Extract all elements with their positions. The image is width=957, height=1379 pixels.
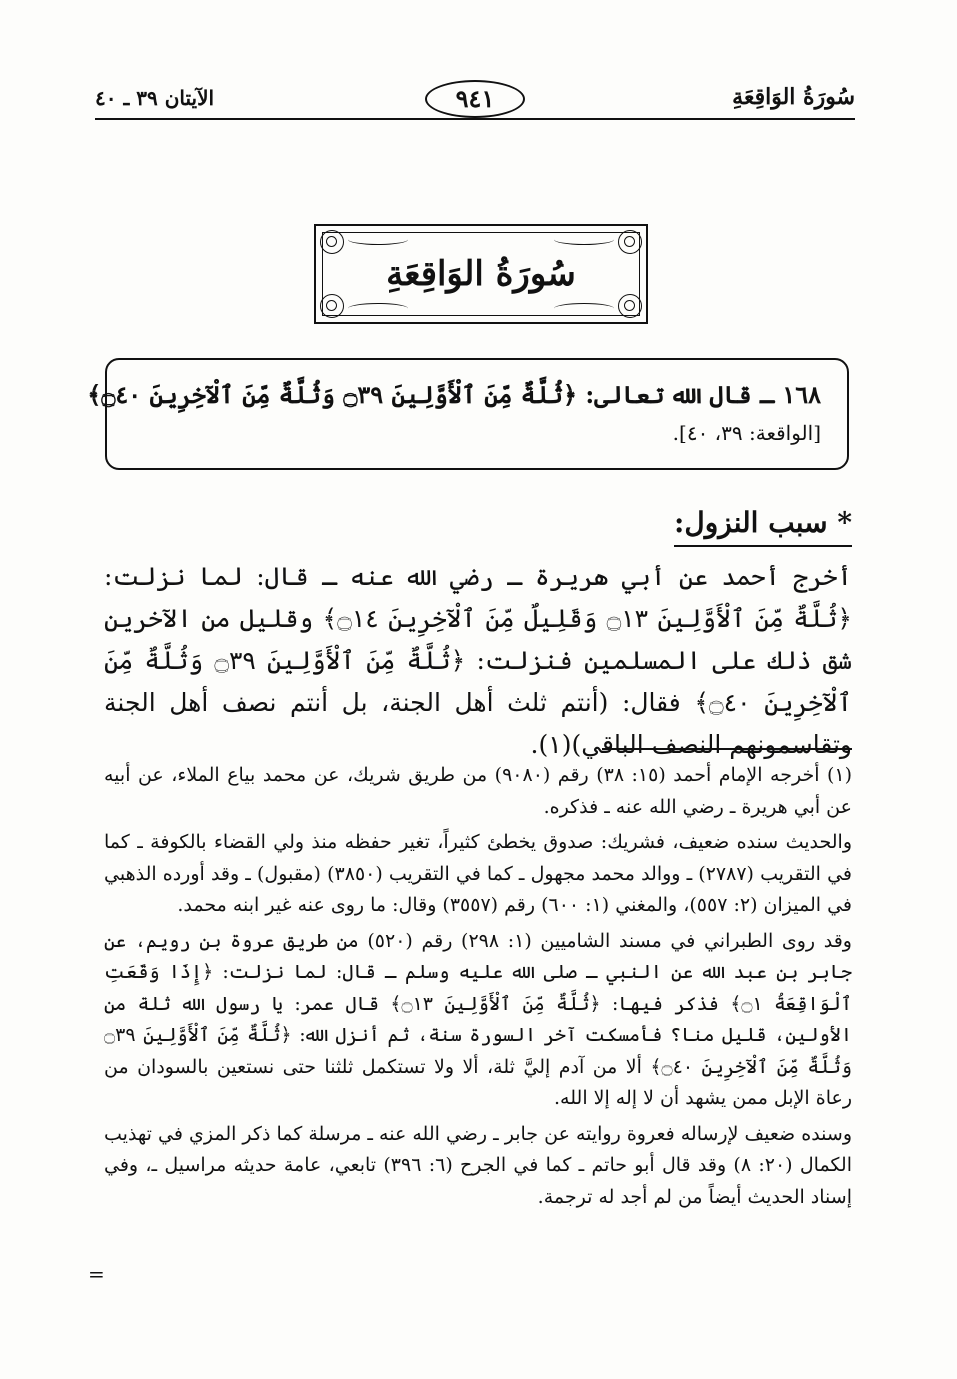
section-title: * سبب النزول:: [674, 506, 852, 547]
surah-title-frame: [314, 224, 648, 324]
scroll-ornament-icon: [554, 234, 614, 245]
surah-title: سُورَةُ الوَاقِعَةِ: [322, 232, 640, 316]
header-surah-name: سُورَةُ الوَاقِعَةِ: [732, 84, 855, 110]
footnote-paragraph: وسنده ضعيف لإرساله فعروة روايته عن جابر ـ رضي الله عنه ـ مرسلة كما ذكر المزي في تهذيب الكمال (٢٠: ٨) وقد قال أبو حاتم ـ كما في الجرح (٦: ٣٩٦) تابعي، عامة حديثه مراسيل ـ، وفي إسناد الحديث أيضاً من لم أجد له ترجمة.: [104, 1122, 852, 1208]
corner-ornament-icon: [618, 230, 642, 254]
scroll-ornament-icon: [348, 234, 408, 245]
corner-ornament-icon: [320, 230, 344, 254]
body-paragraph: أخرج أحمد عن أبي هريرة ـ رضي الله عنه ـ قال: لما نزلت: ﴿ثُلَّةٌ مِّنَ ٱلْأَوَّلِينَ ۝١٣ وَقَلِيلٌ مِّنَ ٱلْآخِرِينَ ۝١٤﴾ وقليل من الآخرين شق ذلك على المسلمين فنزلت: ﴿ثُلَّةٌ مِّنَ ٱلْأَوَّلِينَ ۝٣٩ وَثُلَّةٌ مِّنَ ٱلْآخِرِينَ ۝٤٠﴾ فقال: (أنتم ثلث أهل الجنة، بل أنتم نصف أهل الجنة وتقاسمونهم النصف الباقي)(١).: [104, 562, 853, 759]
verse-text: ١٦٨ ـ قال الله تعالى: ﴿ثُلَّةٌ مِّنَ ٱلْأَوَّلِينَ ۝٣٩ وَثُلَّةٌ مِّنَ ٱلْآخِرِينَ ۝٤٠﴾: [87, 380, 821, 409]
scroll-ornament-icon: [348, 303, 408, 314]
body-text: [104, 556, 852, 766]
continuation-mark: =: [88, 1262, 105, 1286]
footnote-paragraph: والحديث سنده ضعيف، فشريك: صدوق يخطئ كثيراً، تغير حفظه منذ ولي القضاء بالكوفة ـ كما في التقريب (٢٧٨٧) ـ ووالد محمد مجهول ـ كما في التقريب (٣٨٥٠) (مقبول) ـ وقد أورده الذهبي في الميزان (٢: ٥٥٧)، والمغني (١: ٦٠٠) رقم (٣٥٥٧) وقال: ما روى عنه غير ابنه محمد.: [104, 831, 852, 916]
header-ayat-range: الآيتان ٣٩ ـ ٤٠: [95, 86, 215, 110]
footnote-paragraph: وقد روى الطبراني في مسند الشاميين (١: ٢٩٨) رقم (٥٢٠) من طريق عروة بن رويم، عن جابر بن عبد الله عن النبي ـ صلى الله عليه وسلم ـ قال: لما نزلت: ﴿إِذَا وَقَعَتِ ٱلْوَاقِعَةُ ۝١﴾ فذكر فيها: ﴿ثُلَّةٌ مِّنَ ٱلْأَوَّلِينَ ۝١٣﴾ قال عمر: يا رسول الله ثلة من الأولين، قليل منا؟ فأمسكت آخر السورة سنة، ثم أنزل الله: ﴿ثُلَّةٌ مِّنَ ٱلْأَوَّلِينَ ۝٣٩ وَثُلَّةٌ مِّنَ ٱلْآخِرِينَ ۝٤٠﴾ ألا من آدم إليَّ ثلة، ألا ولا تستكمل ثلثنا حتى نستعين بالسودان من رعاة الإبل ممن يشهد أن لا إله إلا الله.: [104, 929, 852, 1109]
verse-reference: [الواقعة: ٣٩، ٤٠].: [672, 421, 821, 445]
corner-ornament-icon: [320, 294, 344, 318]
footnotes: [104, 760, 852, 1217]
scroll-ornament-icon: [554, 303, 614, 314]
header-divider: [95, 118, 855, 120]
page-number: ٩٤١: [425, 80, 525, 118]
footnote-1: (١) أخرجه الإمام أحمد (١٥: ٣٨) رقم (٩٠٨٠) من طريق شريك، عن محمد بياع الملاء، عن أبيه عن أبي هريرة ـ رضي الله عنه ـ فذكره.: [104, 764, 853, 818]
verse-box: [87, 358, 849, 470]
corner-ornament-icon: [618, 294, 642, 318]
footnote-separator: [602, 748, 852, 750]
